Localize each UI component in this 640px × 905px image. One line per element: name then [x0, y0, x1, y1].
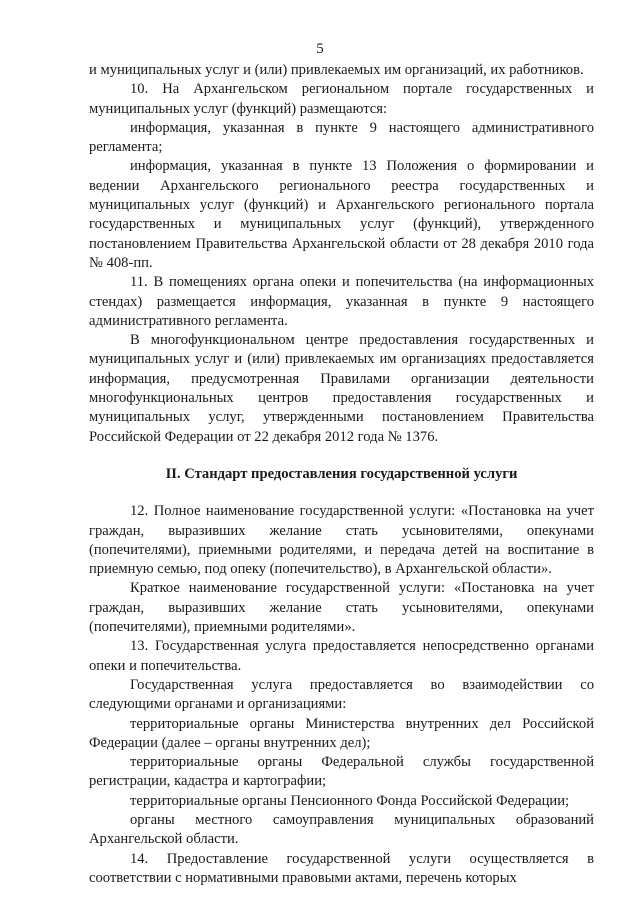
section-heading: II. Стандарт предоставления государственной услуги: [165, 465, 518, 482]
paragraph: территориальные органы Федеральной службы государственной регистрации, кадастра и картографии;: [89, 754, 594, 790]
paragraph: 14. Предоставление государственной услуги осуществляется в соответствии с нормативными правовыми актами, перечень которых: [89, 850, 594, 886]
paragraph: органы местного самоуправления муниципальных образований Архангельской области.: [89, 811, 594, 848]
paragraph: В многофункциональном центре предоставления государственных и муниципальных услуг и (или) привлекаемых им организациях предоставляется информация, предусмотренная Правилами организации деятельности многофункциональных центров предоставления государственных и муниципальных услуг, утвержденными постановлением Правительства Российской Федерации от 22 декабря 2012 года № 1376.: [89, 332, 594, 445]
page-number: 5: [316, 41, 324, 57]
paragraph: 13. Государственная услуга предоставляется непосредственно органами опеки и попечительства.: [89, 638, 594, 674]
paragraph: 12. Полное наименование государственной услуги: «Постановка на учет граждан, выразивших желание стать усыновителями, опекунами (попечителями), приемными родителями, и передача детей на воспитание в приемную семью, под опеку (попечительство), в Архангельской области».: [89, 503, 594, 578]
paragraph: территориальные органы Министерства внутренних дел Российской Федерации (далее – органы внутренних дел);: [89, 715, 594, 751]
paragraph: и муниципальных услуг и (или) привлекаемых им организаций, их работников.: [89, 62, 584, 78]
paragraph: Государственная услуга предоставляется во взаимодействии со следующими органами и организациями:: [89, 676, 594, 713]
paragraph: Краткое наименование государственной услуги: «Постановка на учет граждан, выразивших желание стать усыновителями, опекунами (попечителями), приемными родителями».: [89, 580, 594, 636]
paragraph: информация, указанная в пункте 9 настоящего административного регламента;: [89, 119, 594, 156]
paragraph: 10. На Архангельском региональном портале государственных и муниципальных услуг (функций) размещаются:: [89, 81, 594, 117]
paragraph: 11. В помещениях органа опеки и попечительства (на информационных стендах) размещается информация, указанная в пункте 9 настоящего административного регламента.: [89, 274, 594, 329]
paragraph: информация, указанная в пункте 13 Положения о формировании и ведении Архангельского регионального реестра государственных и муниципальных услуг (функций) и Архангельского регионального портала государственных и муниципальных услуг (функций), утвержденного постановлением Правительства Архангельской области от 28 декабря 2010 года № 408-пп.: [89, 158, 594, 271]
document-body: [89, 61, 594, 888]
paragraph: территориальные органы Пенсионного Фонда Российской Федерации;: [130, 792, 570, 809]
